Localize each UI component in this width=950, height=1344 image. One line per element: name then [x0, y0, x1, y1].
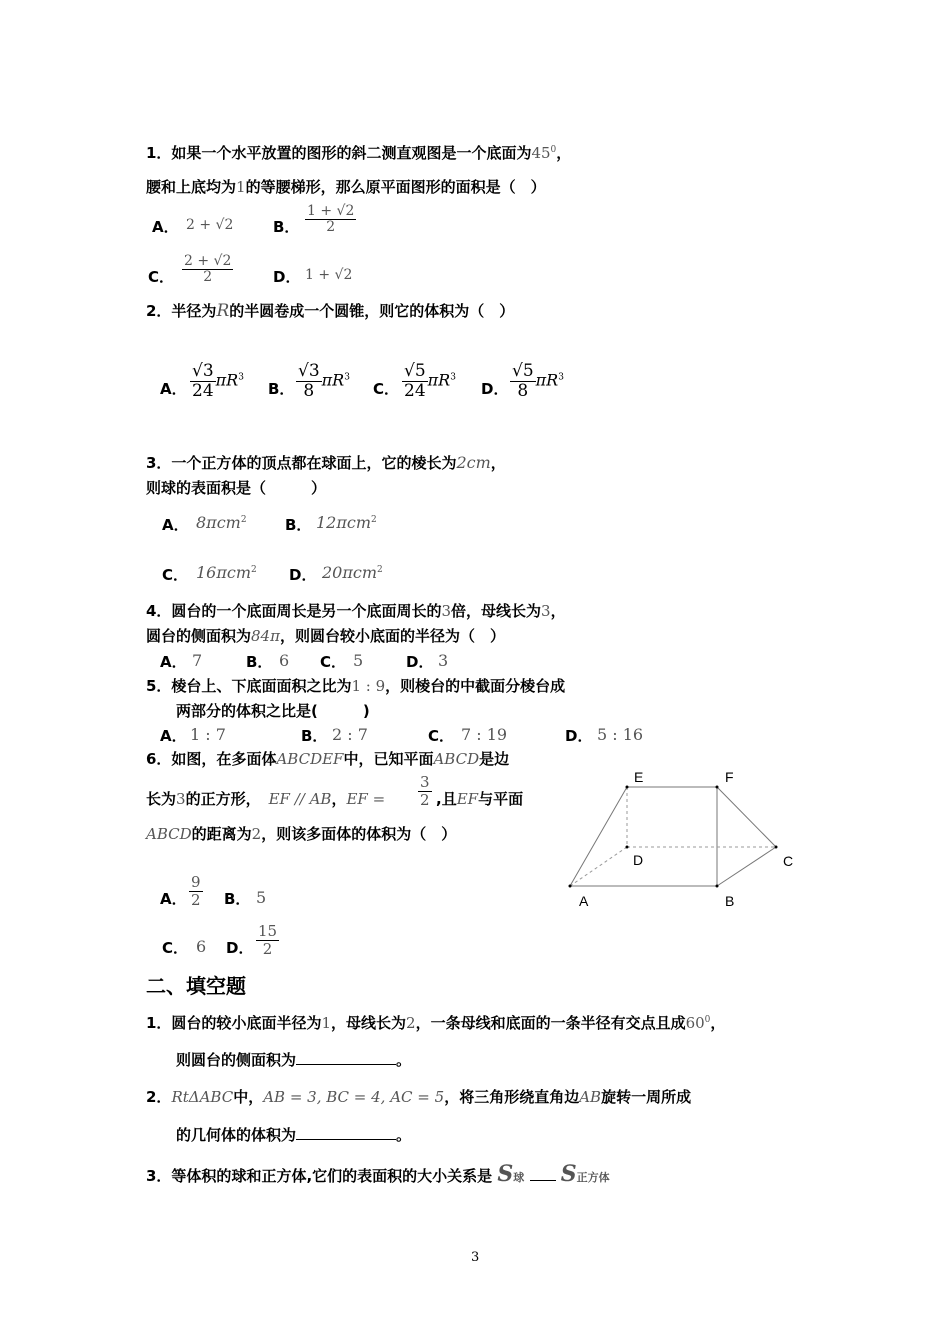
section-title: 二、填空题: [146, 974, 246, 998]
q1-optC-den: 2: [203, 269, 213, 286]
q4-mid: 倍，母线长为: [451, 602, 542, 620]
q5-optA-label: A．: [160, 727, 187, 745]
q6-plane: ABCD: [433, 750, 480, 768]
f3-sub2: 正方体: [576, 1171, 610, 1184]
f2-post2: 旋转一周所成: [601, 1088, 692, 1106]
q5-line1: [146, 675, 565, 696]
q2-line: [146, 300, 514, 321]
label-c: C: [783, 853, 794, 869]
f2-line1: [146, 1086, 691, 1107]
q4-text2a: 圆台的侧面积为: [146, 627, 252, 645]
q6-line2-tail: [436, 788, 523, 809]
q4-optC: 5: [353, 651, 364, 670]
q6-optA-num: 9: [191, 873, 201, 891]
f1-post: ，一条母线和底面的一条半径有交点且成: [415, 1014, 686, 1032]
q2-optC-exp: 3: [450, 372, 456, 383]
q6-ef-frac: [418, 774, 432, 808]
q6-text3c: ，则该多面体的体积为（ ）: [261, 825, 457, 843]
q6-pre: 6．如图，在多面体: [146, 750, 277, 768]
f1-mid: ，母线长为: [331, 1014, 407, 1032]
q1-comma: ，: [556, 144, 572, 162]
edge-bc: [717, 847, 776, 886]
q3-optB-label: B．: [285, 516, 312, 534]
edge-fc: [717, 787, 776, 847]
q2-optC-den: 24: [404, 380, 426, 401]
f1-end: 。: [396, 1051, 412, 1069]
q4-area: 84π: [251, 627, 280, 645]
f1-one: 1: [321, 1014, 331, 1032]
q2-optD-piR: πR: [535, 370, 559, 390]
q2-optA-den: 24: [192, 380, 214, 401]
q5-ratio: 1 : 9: [351, 677, 386, 695]
page-number: 3: [471, 1250, 480, 1265]
q1-optD-label: D．: [273, 268, 301, 286]
q6-line2: [146, 788, 385, 809]
q2-optA-piR: πR: [215, 370, 239, 390]
q3-pre: 3．一个正方体的顶点都在球面上，它的棱长为: [146, 454, 457, 472]
q3-line2: 则球的表面积是（ ）: [146, 479, 327, 497]
q2-optA-exp: 3: [238, 372, 244, 383]
q6-optD-den: 2: [262, 939, 273, 958]
edge-ad: [570, 847, 627, 886]
label-d: D: [633, 852, 644, 868]
q4-optD-label: D．: [406, 653, 434, 671]
label-f: F: [725, 769, 734, 785]
q3-optC-label: C．: [162, 566, 189, 584]
label-a: A: [579, 893, 589, 909]
q6-ef: EF: [456, 790, 479, 808]
q6-optD: [256, 923, 279, 957]
q6-comma: ，: [331, 790, 347, 808]
q4-optC-label: C．: [320, 653, 347, 671]
q6-optD-label: D．: [226, 939, 254, 957]
q5-pre: 5．棱台上、下底面面积之比为: [146, 677, 352, 695]
f3-line: [146, 1161, 610, 1187]
q5-line2: 两部分的体积之比是( ): [176, 702, 370, 720]
q4-text2b: ，则圆台较小底面的半径为（ ）: [279, 627, 505, 645]
q1-angle: 45: [531, 144, 551, 162]
q1-text: 1．如果一个水平放置的图形的斜二测直观图是一个底面为: [146, 144, 532, 162]
q6-parallel: EF // AB: [268, 790, 332, 808]
f2-end: 。: [396, 1126, 412, 1144]
q3-optB-exp: 2: [371, 515, 377, 525]
q6-mid: 中，已知平面: [343, 750, 434, 768]
q6-optA-label: A．: [160, 890, 187, 908]
f3-answer-blank[interactable]: [530, 1168, 556, 1181]
q6-three: 3: [176, 790, 186, 808]
q5-optD-label: D．: [565, 727, 593, 745]
f3-sub1: 球: [513, 1171, 525, 1184]
q3-optC-exp: 2: [251, 565, 257, 575]
q6-optB: 5: [256, 888, 267, 907]
q3-optD-exp: 2: [377, 565, 383, 575]
q5-optC-label: C．: [428, 727, 455, 745]
q1-optC: [182, 254, 233, 286]
q5-optB: 2 : 7: [332, 725, 368, 744]
f3-s1: S: [497, 1161, 514, 1187]
q3-optB: [316, 513, 377, 532]
f2-post: ，将三角形绕直角边: [444, 1088, 580, 1106]
f2-line2: [176, 1124, 411, 1145]
q5-post: ，则棱台的中截面分棱台成: [385, 677, 566, 695]
f1-angle: 60: [685, 1014, 705, 1032]
f3-pre: 3．等体积的球和正方体,它们的表面积的大小关系是: [146, 1167, 493, 1185]
q2-optB-den: 8: [303, 380, 315, 401]
q2-optD-exp: 3: [558, 372, 564, 383]
q6-optC-label: C．: [162, 939, 189, 957]
q3-optD-val: 20πcm: [322, 563, 378, 582]
f2-ab: AB: [579, 1088, 602, 1106]
f1-two: 2: [406, 1014, 416, 1032]
q4-three: 3: [441, 602, 451, 620]
q2-optC-piR: πR: [427, 370, 451, 390]
q6-line3: [146, 823, 456, 844]
q2-optD-num: √5: [512, 361, 534, 381]
q3-optC-val: 16πcm: [196, 563, 252, 582]
q2-optB: [296, 362, 350, 400]
label-e: E: [634, 769, 644, 785]
q1-line2: [146, 176, 546, 197]
f2-answer-blank[interactable]: [296, 1125, 396, 1140]
q6-optD-num: 15: [258, 922, 278, 940]
q2-optB-label: B．: [268, 380, 295, 398]
q1-optD: 1 + √2: [305, 267, 353, 283]
q1-optB-den: 2: [326, 219, 336, 236]
f2-tri: RtΔABC: [171, 1088, 234, 1106]
q4-optD: 3: [438, 651, 449, 670]
q1-optC-num: 2 + √2: [184, 253, 232, 269]
q1-text2a: 腰和上底均为: [146, 178, 237, 196]
q3-optA: [196, 513, 247, 532]
q6-ef-eq: EF =: [346, 790, 386, 808]
q3-optB-val: 12πcm: [316, 513, 372, 532]
q2-optD-den: 8: [517, 380, 529, 401]
q2-optC-label: C．: [373, 380, 400, 398]
f1-line2: [176, 1049, 411, 1070]
f1-angle-sup: 0: [704, 1015, 711, 1025]
q3-optA-val: 8πcm: [196, 513, 241, 532]
q2-optB-piR: πR: [321, 370, 345, 390]
q2-optB-exp: 3: [344, 372, 350, 383]
q6-text2a: 长为: [146, 790, 177, 808]
q4-optB: 6: [279, 651, 290, 670]
f2-pre: 2．: [146, 1088, 172, 1106]
q5-optA: 1 : 7: [190, 725, 226, 744]
q1-line1: [146, 142, 571, 163]
q2-optB-num: √3: [298, 361, 320, 381]
q6-ef-num: 3: [420, 773, 430, 791]
q4-comma: ，: [550, 602, 566, 620]
q2-optC: [402, 362, 456, 400]
q3-optD: [322, 563, 383, 582]
f1-answer-blank[interactable]: [296, 1050, 396, 1065]
q1-text2b: 的等腰梯形，那么原平面图形的面积是（ ）: [245, 178, 546, 196]
f1-pre: 1．圆台的较小底面半径为: [146, 1014, 322, 1032]
q1-one: 1: [236, 178, 246, 196]
q2-R: R: [216, 301, 230, 321]
q4-line2: [146, 625, 505, 646]
q6-text2b: 的正方形，: [185, 790, 261, 808]
q5-optD: 5 : 16: [597, 725, 644, 744]
q1-optA-label: A．: [152, 218, 179, 236]
q6-optC: 6: [196, 937, 207, 956]
label-b: B: [725, 893, 735, 909]
q6-poly: ABCDEF: [276, 750, 344, 768]
q6-abcd: ABCD: [146, 825, 192, 843]
q3-optA-label: A．: [162, 516, 189, 534]
q2-optD: [510, 362, 564, 400]
q2-optC-num: √5: [404, 361, 426, 381]
q2-optA-label: A．: [160, 380, 187, 398]
q4-optA-label: A．: [160, 653, 187, 671]
q6-post: 是边: [479, 750, 510, 768]
q6-optA-den: 2: [191, 890, 201, 909]
q1-optB-num: 1 + √2: [307, 203, 355, 219]
f2-vals: AB = 3, BC = 4, AC = 5: [263, 1088, 445, 1106]
q6-text3b: 的距离为: [191, 825, 252, 843]
f2-line2-text: 的几何体的体积为: [176, 1126, 297, 1144]
q6-text2d: 与平面: [478, 790, 524, 808]
q3-val: 2cm: [456, 453, 491, 472]
edge-ae: [570, 787, 627, 886]
q4-optA: 7: [192, 651, 203, 670]
q3-optA-exp: 2: [240, 515, 247, 525]
q1-optB: [305, 204, 356, 236]
q5-optC: 7 : 19: [461, 725, 508, 744]
q4-line1: [146, 600, 566, 621]
q1-angle-sup: 0: [550, 145, 557, 155]
q2-optA-num: √3: [192, 361, 214, 381]
q2-post: 的半圆卷成一个圆锥，则它的体积为（ ）: [229, 302, 515, 320]
q3-optC: [196, 563, 257, 582]
q4-optB-label: B．: [246, 653, 273, 671]
f2-mid: 中，: [233, 1088, 264, 1106]
q3-optD-label: D．: [289, 566, 317, 584]
f3-s2: S: [560, 1161, 577, 1187]
q1-optB-label: B．: [273, 218, 300, 236]
f1-line1: [146, 1012, 725, 1033]
q2-optD-label: D．: [481, 380, 509, 398]
f1-line2-text: 则圆台的侧面积为: [176, 1051, 297, 1069]
q2-optA: [190, 362, 244, 400]
q4-three2: 3: [541, 602, 551, 620]
q1-optC-label: C．: [148, 268, 175, 286]
f1-comma: ，: [710, 1014, 726, 1032]
q6-line1: [146, 748, 509, 769]
q4-pre: 4．圆台的一个底面周长是另一个底面周长的: [146, 602, 442, 620]
q6-optA: [189, 874, 203, 908]
q6-optB-label: B．: [224, 890, 251, 908]
q6-text2c: ,且: [436, 790, 457, 808]
q1-optA: 2 + √2: [186, 217, 234, 233]
q2-pre: 2．半径为: [146, 302, 217, 320]
q3-line1: [146, 452, 506, 473]
polyhedron-figure: [560, 760, 810, 920]
q3-comma: ，: [490, 454, 506, 472]
q6-ef-den: 2: [420, 790, 430, 809]
q6-two: 2: [251, 825, 262, 843]
q5-optB-label: B．: [301, 727, 328, 745]
